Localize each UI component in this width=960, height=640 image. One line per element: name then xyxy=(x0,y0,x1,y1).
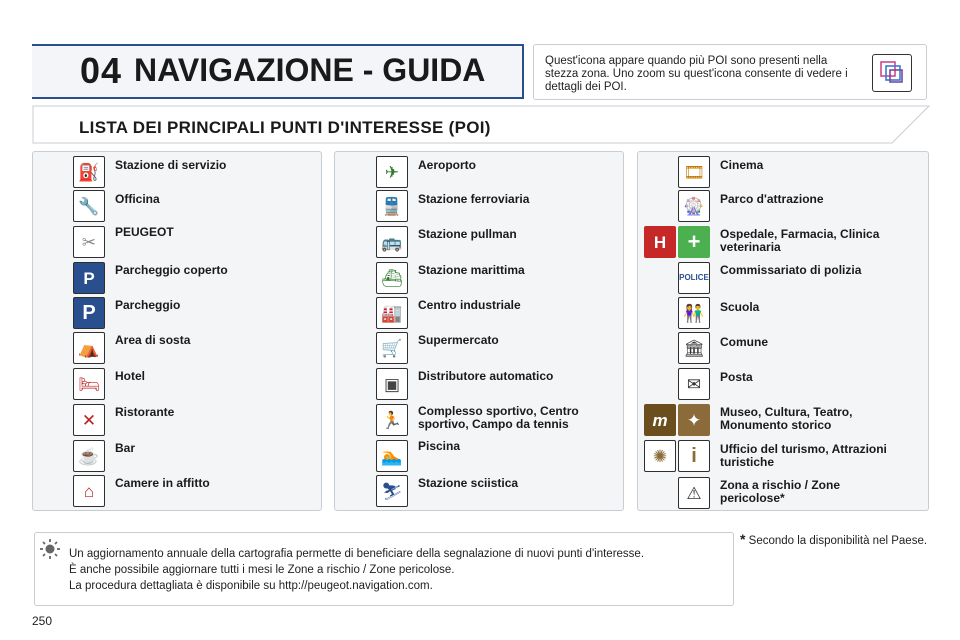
atm-icon: ▣ xyxy=(376,368,408,400)
restaurant-icon: ✕ xyxy=(73,404,105,436)
info-line-3: La procedura dettagliata è disponibile su http://peugeot.navigation.com. xyxy=(69,580,433,592)
sun-icon xyxy=(39,538,61,560)
poi-column-2: ✈ Aeroporto 🚆 Stazione ferroviaria 🚌 Stazione pullman ⛴ Stazione marittima 🏭 Centro industriale 🛒 Supermercato ▣ Distributore automatico 🏃 Complesso sportivo, Centro sportivo, Campo da tennis 🏊 Piscina ⛷ Stazione sciistica xyxy=(334,151,624,511)
ferry-icon: ⛴ xyxy=(376,262,408,294)
footnote-mark: * xyxy=(740,531,746,547)
police-icon: POLICE xyxy=(678,262,710,294)
poi-column-3: 🎞 Cinema 🎡 Parco d'attrazione H + Ospedale, Farmacia, Clinica veterinaria POLICE Commissariato di polizia 👫 Scuola 🏛 Comune ✉ Posta m ✦ Museo, Cultura, Teatro, Monumento storico ✺ i Ufficio del turismo, Attrazioni turistiche ⚠ Zona a rischio / Zone pericolose* xyxy=(637,151,929,511)
page-title: NAVIGAZIONE - GUIDA xyxy=(134,52,486,88)
note-text: Quest'icona appare quando più POI sono presenti nella stezza zona. Uno zoom su quest'icona consente di vedere i dettagli dei POI. xyxy=(545,55,848,93)
rest-area-icon: ⛺ xyxy=(73,332,105,364)
cinema-icon: 🎞 xyxy=(678,156,710,188)
info-text xyxy=(69,546,729,594)
airport-icon: ✈ xyxy=(376,156,408,188)
school-icon: 👫 xyxy=(678,297,710,329)
monument-icon: ✦ xyxy=(678,404,710,436)
info-icon: i xyxy=(678,440,710,472)
sport-icon: 🏃 xyxy=(376,404,408,436)
info-line-2: È anche possibile aggiornare tutti i mesi le Zone a rischio / Zone pericolose. xyxy=(69,564,455,576)
poi-column-1: ⛽ Stazione di servizio 🔧 Officina ✂ PEUGEOT P Parcheggio coperto P Parcheggio ⛺ Area di sosta 🛏 Hotel ✕ Ristorante ☕ Bar ⌂ Camere in affitto xyxy=(32,151,322,511)
train-station-icon: 🚆 xyxy=(376,190,408,222)
post-icon: ✉ xyxy=(678,368,710,400)
info-line-1: Un aggiornamento annuale della cartografia permette di beneficiare della segnalazione di nuovi punti d'interesse. xyxy=(69,548,645,560)
hotel-icon: 🛏 xyxy=(73,368,105,400)
ferris-wheel-icon: 🎡 xyxy=(678,190,710,222)
pharmacy-icon: + xyxy=(678,226,710,258)
parking-icon: P xyxy=(73,297,105,329)
tourism-icon: ✺ xyxy=(644,440,676,472)
supermarket-icon: 🛒 xyxy=(376,332,408,364)
multiple-poi-icon xyxy=(872,54,912,92)
bus-station-icon: 🚌 xyxy=(376,226,408,258)
town-hall-icon: 🏛 xyxy=(678,332,710,364)
danger-zone-icon: ⚠ xyxy=(678,477,710,509)
page-number: 250 xyxy=(32,614,53,628)
rooms-icon: ⌂ xyxy=(73,475,105,507)
hospital-icon: H xyxy=(644,226,676,258)
wrench-icon: 🔧 xyxy=(73,190,105,222)
industrial-icon: 🏭 xyxy=(376,297,408,329)
section-title: LISTA DEI PRINCIPALI PUNTI D'INTERESSE (POI) xyxy=(79,118,491,137)
ski-icon: ⛷ xyxy=(376,475,408,507)
bar-icon: ☕ xyxy=(73,440,105,472)
fuel-icon: ⛽ xyxy=(73,156,105,188)
covered-parking-icon: P xyxy=(73,262,105,294)
chapter-number: 04 xyxy=(80,50,123,91)
peugeot-icon: ✂ xyxy=(73,226,105,258)
museum-icon: m xyxy=(644,404,676,436)
footnote xyxy=(740,532,930,548)
swimming-icon: 🏊 xyxy=(376,440,408,472)
footnote-text: Secondo la disponibilità nel Paese. xyxy=(748,535,928,547)
